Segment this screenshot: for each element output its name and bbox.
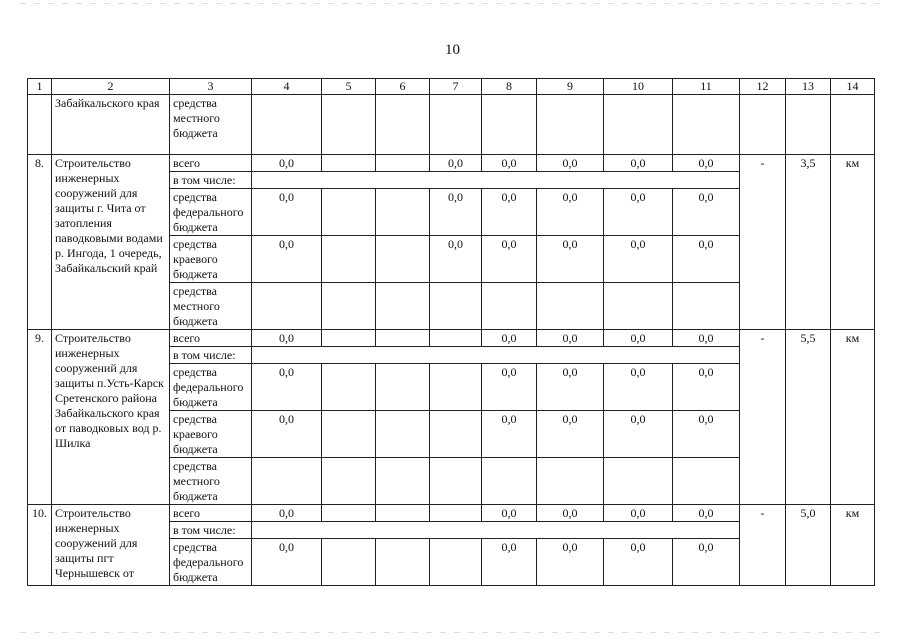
- value-cell: 0,0: [430, 236, 482, 283]
- value-cell: 0,0: [537, 364, 604, 411]
- value-cell: 0,0: [673, 364, 740, 411]
- value-cell: 0,0: [537, 330, 604, 347]
- value-cell: 0,0: [673, 411, 740, 458]
- value-cell: [430, 283, 482, 330]
- funding-source: средства краевого бюджета: [170, 411, 252, 458]
- value-cell: [322, 411, 376, 458]
- value-cell: 0,0: [673, 155, 740, 172]
- value-cell: [430, 458, 482, 505]
- value-cell: [376, 539, 430, 586]
- value-cell: [376, 283, 430, 330]
- value-cell: 0,0: [252, 236, 322, 283]
- value-cell: [673, 458, 740, 505]
- value-cell: [376, 505, 430, 522]
- scan-artifact-bottom: [20, 632, 885, 633]
- table-row: [28, 505, 875, 522]
- value-cell: [482, 283, 537, 330]
- value-cell: [322, 236, 376, 283]
- value-cell: [376, 155, 430, 172]
- value-cell: 0,0: [604, 330, 673, 347]
- value-cell: [376, 189, 430, 236]
- header-cell: 11: [673, 79, 740, 95]
- value-cell: [430, 364, 482, 411]
- value-cell: 0,0: [252, 539, 322, 586]
- value-cell: 0,0: [482, 189, 537, 236]
- value-cell: [430, 330, 482, 347]
- value-cell: [673, 283, 740, 330]
- funding-source: средства федерального бюджета: [170, 539, 252, 586]
- value-cell: 0,0: [482, 236, 537, 283]
- object-name: Строительство инженерных сооружений для защиты п.Усть-Карск Сретенского района Забайкальского края от паводковых вод р. Шилка: [52, 330, 170, 505]
- col-13: 3,5: [786, 155, 831, 330]
- funding-source: в том числе:: [170, 172, 252, 189]
- continued-row: [28, 95, 875, 155]
- header-cell: 13: [786, 79, 831, 95]
- col-12: -: [740, 505, 786, 586]
- budget-table: [27, 78, 875, 586]
- table-row: [28, 330, 875, 347]
- header-cell: 8: [482, 79, 537, 95]
- value-cell: [322, 95, 376, 155]
- value-cell: [322, 155, 376, 172]
- value-cell: [252, 95, 322, 155]
- table-row: [28, 155, 875, 172]
- value-cell: 0,0: [604, 155, 673, 172]
- header-cell: 14: [831, 79, 875, 95]
- value-cell: 0,0: [537, 411, 604, 458]
- value-cell: [604, 95, 673, 155]
- value-cell: 0,0: [252, 189, 322, 236]
- value-cell: [537, 95, 604, 155]
- value-cell: [376, 330, 430, 347]
- value-cell: 0,0: [537, 236, 604, 283]
- value-cell: [322, 330, 376, 347]
- value-cell: [252, 172, 740, 189]
- value-cell: 0,0: [482, 411, 537, 458]
- col-14: [831, 95, 875, 155]
- value-cell: 0,0: [252, 364, 322, 411]
- row-number: [28, 95, 52, 155]
- header-cell: 4: [252, 79, 322, 95]
- funding-source: средства местного бюджета: [170, 458, 252, 505]
- object-name: Строительство инженерных сооружений для защиты г. Чита от затопления паводковыми водами р. Ингода, 1 очередь, Забайкальский край: [52, 155, 170, 330]
- value-cell: [322, 458, 376, 505]
- scan-artifact-top: [20, 3, 885, 4]
- value-cell: 0,0: [673, 189, 740, 236]
- value-cell: [430, 411, 482, 458]
- row-number: 10.: [28, 505, 52, 586]
- value-cell: 0,0: [673, 505, 740, 522]
- col-13: [786, 95, 831, 155]
- col-12: -: [740, 155, 786, 330]
- header-cell: 1: [28, 79, 52, 95]
- header-cell: 10: [604, 79, 673, 95]
- value-cell: 0,0: [604, 364, 673, 411]
- value-cell: [322, 283, 376, 330]
- funding-source: всего: [170, 155, 252, 172]
- value-cell: 0,0: [604, 539, 673, 586]
- funding-source: всего: [170, 505, 252, 522]
- value-cell: 0,0: [604, 411, 673, 458]
- value-cell: [376, 236, 430, 283]
- funding-source: в том числе:: [170, 522, 252, 539]
- col-14: км: [831, 155, 875, 330]
- value-cell: 0,0: [252, 155, 322, 172]
- header-cell: 9: [537, 79, 604, 95]
- value-cell: 0,0: [430, 155, 482, 172]
- header-cell: 2: [52, 79, 170, 95]
- col-14: км: [831, 505, 875, 586]
- value-cell: [376, 411, 430, 458]
- value-cell: [252, 458, 322, 505]
- col-13: 5,0: [786, 505, 831, 586]
- value-cell: 0,0: [252, 411, 322, 458]
- col-12: [740, 95, 786, 155]
- value-cell: [673, 95, 740, 155]
- value-cell: [482, 95, 537, 155]
- value-cell: 0,0: [673, 236, 740, 283]
- value-cell: [376, 458, 430, 505]
- object-name: Строительство инженерных сооружений для защиты пгт Чернышевск от: [52, 505, 170, 586]
- value-cell: [430, 539, 482, 586]
- value-cell: [322, 505, 376, 522]
- value-cell: [430, 95, 482, 155]
- header-cell: 6: [376, 79, 430, 95]
- col-14: км: [831, 330, 875, 505]
- value-cell: 0,0: [537, 505, 604, 522]
- value-cell: 0,0: [482, 505, 537, 522]
- value-cell: 0,0: [430, 189, 482, 236]
- value-cell: [376, 364, 430, 411]
- funding-source: средства федерального бюджета: [170, 189, 252, 236]
- value-cell: 0,0: [537, 539, 604, 586]
- value-cell: [537, 283, 604, 330]
- value-cell: [322, 539, 376, 586]
- row-number: 8.: [28, 155, 52, 330]
- value-cell: 0,0: [604, 189, 673, 236]
- row-number: 9.: [28, 330, 52, 505]
- page-number: 10: [445, 42, 460, 58]
- value-cell: [376, 95, 430, 155]
- header-row: [28, 79, 875, 95]
- funding-source: всего: [170, 330, 252, 347]
- header-cell: 5: [322, 79, 376, 95]
- object-name: Забайкальского края: [52, 95, 170, 155]
- funding-source: средства краевого бюджета: [170, 236, 252, 283]
- header-cell: 7: [430, 79, 482, 95]
- value-cell: 0,0: [537, 189, 604, 236]
- funding-source: средства местного бюджета: [170, 283, 252, 330]
- value-cell: 0,0: [482, 539, 537, 586]
- value-cell: [252, 283, 322, 330]
- funding-source: в том числе:: [170, 347, 252, 364]
- value-cell: [482, 458, 537, 505]
- header-cell: 3: [170, 79, 252, 95]
- col-13: 5,5: [786, 330, 831, 505]
- value-cell: [537, 458, 604, 505]
- funding-source: средства федерального бюджета: [170, 364, 252, 411]
- value-cell: 0,0: [537, 155, 604, 172]
- value-cell: 0,0: [252, 505, 322, 522]
- value-cell: 0,0: [482, 330, 537, 347]
- value-cell: [322, 189, 376, 236]
- value-cell: [252, 522, 740, 539]
- value-cell: 0,0: [604, 505, 673, 522]
- header-cell: 12: [740, 79, 786, 95]
- value-cell: 0,0: [482, 364, 537, 411]
- value-cell: [604, 283, 673, 330]
- value-cell: 0,0: [673, 330, 740, 347]
- value-cell: 0,0: [482, 155, 537, 172]
- value-cell: [252, 347, 740, 364]
- value-cell: [430, 505, 482, 522]
- value-cell: 0,0: [252, 330, 322, 347]
- value-cell: 0,0: [604, 236, 673, 283]
- value-cell: [604, 458, 673, 505]
- value-cell: 0,0: [673, 539, 740, 586]
- col-12: -: [740, 330, 786, 505]
- value-cell: [322, 364, 376, 411]
- funding-source: средства местного бюджета: [170, 95, 252, 155]
